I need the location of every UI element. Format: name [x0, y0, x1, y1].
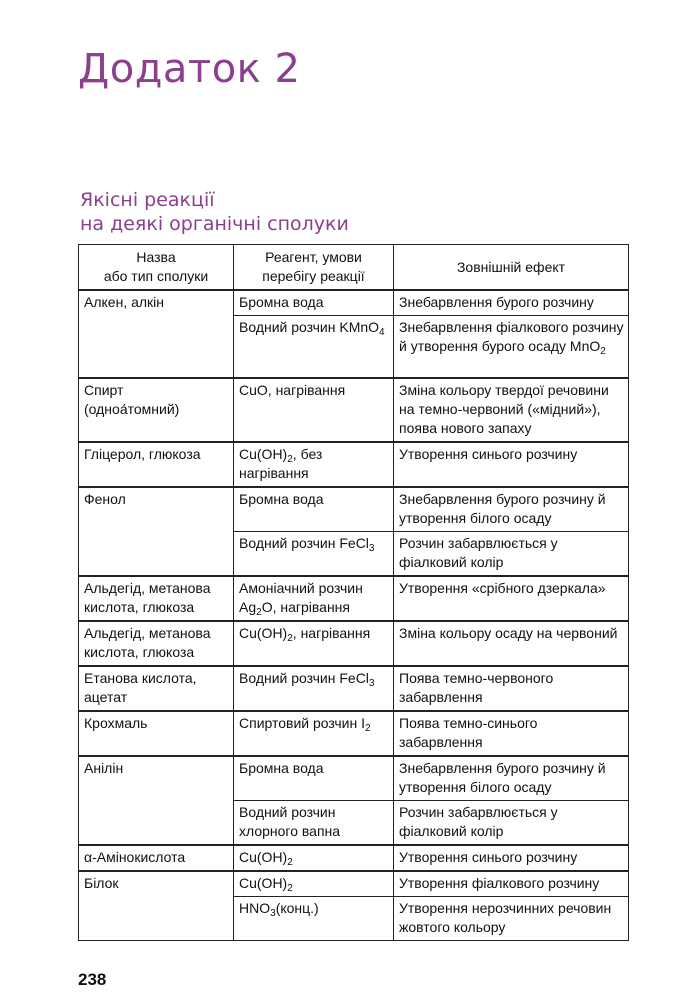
reagent-cell: $HNO_3(конц.)$: [234, 897, 394, 941]
effect-cell: Знебарвлення бурого розчину: [394, 290, 629, 316]
table-row: [79, 666, 629, 711]
table-row: [79, 442, 629, 487]
effect-cell: Утворення нерозчинних речовин жовтого кольору: [394, 897, 629, 941]
reagent-cell: Водний розчин FeCl$_3$: [234, 531, 394, 576]
table-row: [79, 756, 629, 801]
compound-cell: Алкен, алкін: [79, 290, 234, 378]
reagent-cell: Водний розчин FeCl$_3$: [234, 666, 394, 711]
table-row: [79, 576, 629, 621]
table-row: [79, 621, 629, 666]
reagent-cell: Бромна вода: [234, 487, 394, 532]
compound-cell: Спирт (одноа́томний): [79, 378, 234, 442]
header-reagent: Реагент, умови перебігу реакції: [234, 245, 394, 291]
effect-cell: Утворення синього розчину: [394, 442, 629, 487]
reagent-cell: $Cu(OH)_2$: [234, 845, 394, 871]
reagent-cell: $Cu(OH)_2$: [234, 871, 394, 897]
reagent-cell: Водний розчин KMnO$_4$: [234, 316, 394, 378]
effect-cell: Знебарвлення фіалкового розчину й утворення бурого осаду MnO$_2$: [394, 316, 629, 378]
page-title: Додаток 2: [78, 46, 301, 92]
table-row: [79, 845, 629, 871]
compound-cell: Анілін: [79, 756, 234, 845]
effect-cell: Розчин забарвлюється у фіалковий колір: [394, 531, 629, 576]
reagent-cell: Спиртовий розчин $I_2$: [234, 711, 394, 756]
section-subtitle: [80, 188, 349, 236]
reagent-cell: $Cu(OH)_2$, нагрівання: [234, 621, 394, 666]
table-row: [79, 290, 629, 316]
reagent-cell: Амоніачний розчин $Ag_2O$, нагрівання: [234, 576, 394, 621]
compound-cell: Альдегід, метанова кислота, глюкоза: [79, 621, 234, 666]
effect-cell: Зміна кольору твердої речовини на темно-червоний («мідний»), поява нового запаху: [394, 378, 629, 442]
compound-cell: Крохмаль: [79, 711, 234, 756]
effect-cell: Поява темно-червоного забарвлення: [394, 666, 629, 711]
reagent-cell: $Cu(OH)_2$, без нагрівання: [234, 442, 394, 487]
effect-cell: Знебарвлення бурого розчину й утворення білого осаду: [394, 756, 629, 801]
table-header-row: [79, 245, 629, 291]
reagent-cell: Бромна вода: [234, 290, 394, 316]
compound-cell: Білок: [79, 871, 234, 941]
effect-cell: Утворення фіалкового розчину: [394, 871, 629, 897]
reagent-cell: CuO, нагрівання: [234, 378, 394, 442]
effect-cell: Утворення «срібного дзеркала»: [394, 576, 629, 621]
effect-cell: Зміна кольору осаду на червоний: [394, 621, 629, 666]
effect-cell: Знебарвлення бурого розчину й утворення білого осаду: [394, 487, 629, 532]
header-compound: Назва або тип сполуки: [79, 245, 234, 291]
reagent-cell: Бромна вода: [234, 756, 394, 801]
subtitle-line-1: Якісні реакції: [80, 189, 215, 211]
compound-cell: α-Амінокислота: [79, 845, 234, 871]
compound-cell: Гліцерол, глюкоза: [79, 442, 234, 487]
qualitative-reactions-table: [78, 244, 629, 941]
table-row: [79, 487, 629, 532]
compound-cell: Етанова кислота, ацетат: [79, 666, 234, 711]
compound-cell: Альдегід, метанова кислота, глюкоза: [79, 576, 234, 621]
reagent-cell: Водний розчин хлорного вапна: [234, 800, 394, 845]
table-row: [79, 711, 629, 756]
header-effect: Зовнішній ефект: [394, 245, 629, 291]
effect-cell: Утворення синього розчину: [394, 845, 629, 871]
subtitle-line-2: на деякі органічні сполуки: [80, 213, 349, 235]
effect-cell: Розчин забарвлюється у фіалковий колір: [394, 800, 629, 845]
compound-cell: Фенол: [79, 487, 234, 576]
table-row: [79, 378, 629, 442]
page-number: 238: [78, 970, 107, 989]
table-row: [79, 871, 629, 897]
effect-cell: Поява темно-синього забарвлення: [394, 711, 629, 756]
